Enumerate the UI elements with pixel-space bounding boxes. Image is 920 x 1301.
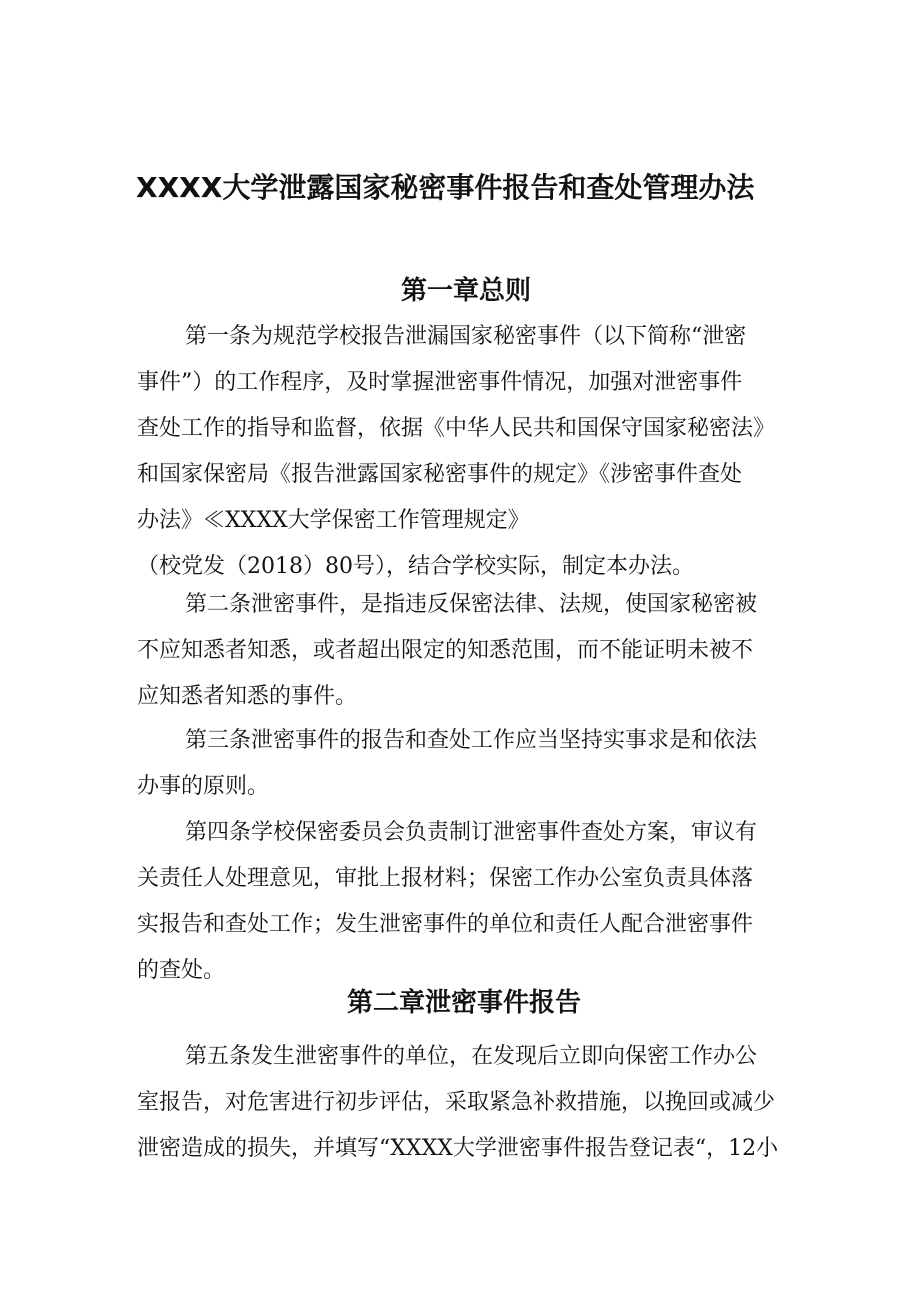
article-4-paragraph bbox=[137, 810, 789, 994]
article-3-line: 办事的原则。 bbox=[137, 774, 270, 799]
article-2-line: 不应知悉者知悉，或者超出限定的知悉范围，而不能证明未被不 bbox=[137, 638, 754, 663]
document-title: XXXX大学泄露国家秘密事件报告和查处管理办法 bbox=[136, 171, 755, 204]
article-2-paragraph bbox=[137, 582, 789, 720]
article-4-line: 关责任人处理意见，审批上报材料；保密工作办公室负责具体落 bbox=[137, 866, 754, 891]
article-4-line: 的查处。 bbox=[137, 958, 226, 983]
article-5-paragraph bbox=[137, 1034, 789, 1172]
article-5-line: 室报告，对危害进行初步评估，采取紧急补救措施，以挽回或减少 bbox=[137, 1090, 776, 1115]
article-2-line: 第二条泄密事件，是指违反保密法律、法规，使国家秘密被 bbox=[185, 592, 758, 617]
article-3-line: 第三条泄密事件的报告和查处工作应当坚持实事求是和依法 bbox=[185, 728, 758, 753]
article-4-line: 实报告和查处工作；发生泄密事件的单位和责任人配合泄密事件 bbox=[137, 912, 754, 937]
chapter-2-heading: 第二章泄密事件报告 bbox=[346, 988, 581, 1018]
article-3-paragraph bbox=[137, 718, 789, 810]
article-2-line: 应知悉者知悉的事件。 bbox=[137, 684, 358, 709]
article-5-line: 第五条发生泄密事件的单位，在发现后立即向保密工作办公 bbox=[185, 1044, 758, 1069]
article-1-line: 查处工作的指导和监督，依据《中华人民共和国保守国家秘密法》 bbox=[137, 416, 776, 441]
article-4-line: 第四条学校保密委员会负责制订泄密事件查处方案，审议有 bbox=[185, 820, 758, 845]
article-1-line: 办法》≪XXXX大学保密工作管理规定》 bbox=[137, 508, 530, 533]
article-1-line: 事件”）的工作程序，及时掌握泄密事件情况，加强对泄密事件 bbox=[137, 370, 743, 395]
article-5-line: 泄密造成的损失，并填写“XXXX大学泄密事件报告登记表“，12小 bbox=[137, 1136, 779, 1161]
chapter-1-heading: 第一章总则 bbox=[400, 276, 531, 306]
article-1-line: 第一条为规范学校报告泄漏国家秘密事件（以下简称“泄密 bbox=[185, 324, 747, 349]
article-1-line: 和国家保密局《报告泄露国家秘密事件的规定》《涉密事件查处 bbox=[137, 462, 743, 487]
article-1-tail-line: （校党发（2018）80号），结合学校实际，制定本办法。 bbox=[137, 554, 694, 579]
article-1-paragraph bbox=[137, 314, 789, 544]
